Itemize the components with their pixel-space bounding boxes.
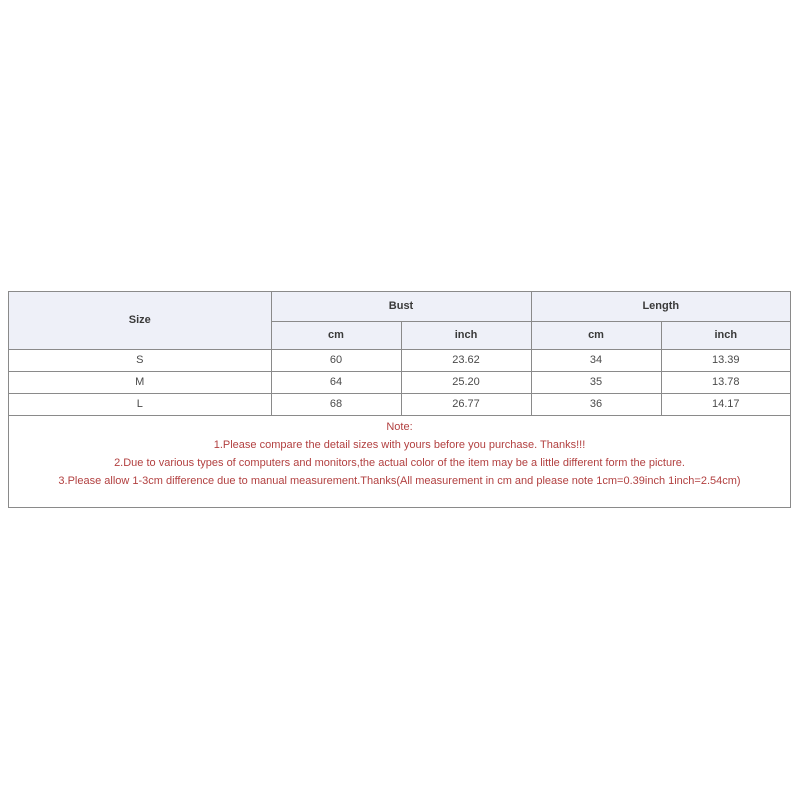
note-line-1: 1.Please compare the detail sizes with yours before you purchase. Thanks!!! (213, 439, 586, 451)
bust-cm-header: cm (271, 321, 401, 349)
length-group-header: Length (531, 292, 790, 321)
table-header-row (9, 292, 790, 321)
note-title: Note: (386, 421, 413, 433)
length-cm-header: cm (531, 321, 661, 349)
bust-inch-cell: 23.62 (401, 349, 531, 371)
size-table (9, 292, 790, 416)
length-cm-cell: 35 (531, 371, 661, 393)
notes-section (9, 418, 790, 490)
table-row (9, 349, 790, 371)
bust-cm-cell: 60 (271, 349, 401, 371)
size-cell: M (9, 371, 271, 393)
length-inch-cell: 13.39 (661, 349, 790, 371)
bust-group-header: Bust (271, 292, 531, 321)
table-row (9, 371, 790, 393)
table-row (9, 393, 790, 415)
bust-cm-cell: 64 (271, 371, 401, 393)
bust-inch-header: inch (401, 321, 531, 349)
length-inch-header: inch (661, 321, 790, 349)
length-cm-cell: 36 (531, 393, 661, 415)
bust-inch-cell: 25.20 (401, 371, 531, 393)
size-cell: L (9, 393, 271, 415)
length-inch-cell: 13.78 (661, 371, 790, 393)
size-cell: S (9, 349, 271, 371)
length-cm-cell: 34 (531, 349, 661, 371)
length-inch-cell: 14.17 (661, 393, 790, 415)
bust-cm-cell: 68 (271, 393, 401, 415)
note-line-3: 3.Please allow 1-3cm difference due to manual measurement.Thanks(All measurement in cm and please note 1cm=0.39inch 1inch=2.54cm) (58, 475, 741, 487)
note-line-2: 2.Due to various types of computers and monitors,the actual color of the item may be a little different form the picture. (114, 457, 685, 469)
bust-inch-cell: 26.77 (401, 393, 531, 415)
size-column-header: Size (9, 292, 271, 349)
size-chart (8, 291, 791, 508)
